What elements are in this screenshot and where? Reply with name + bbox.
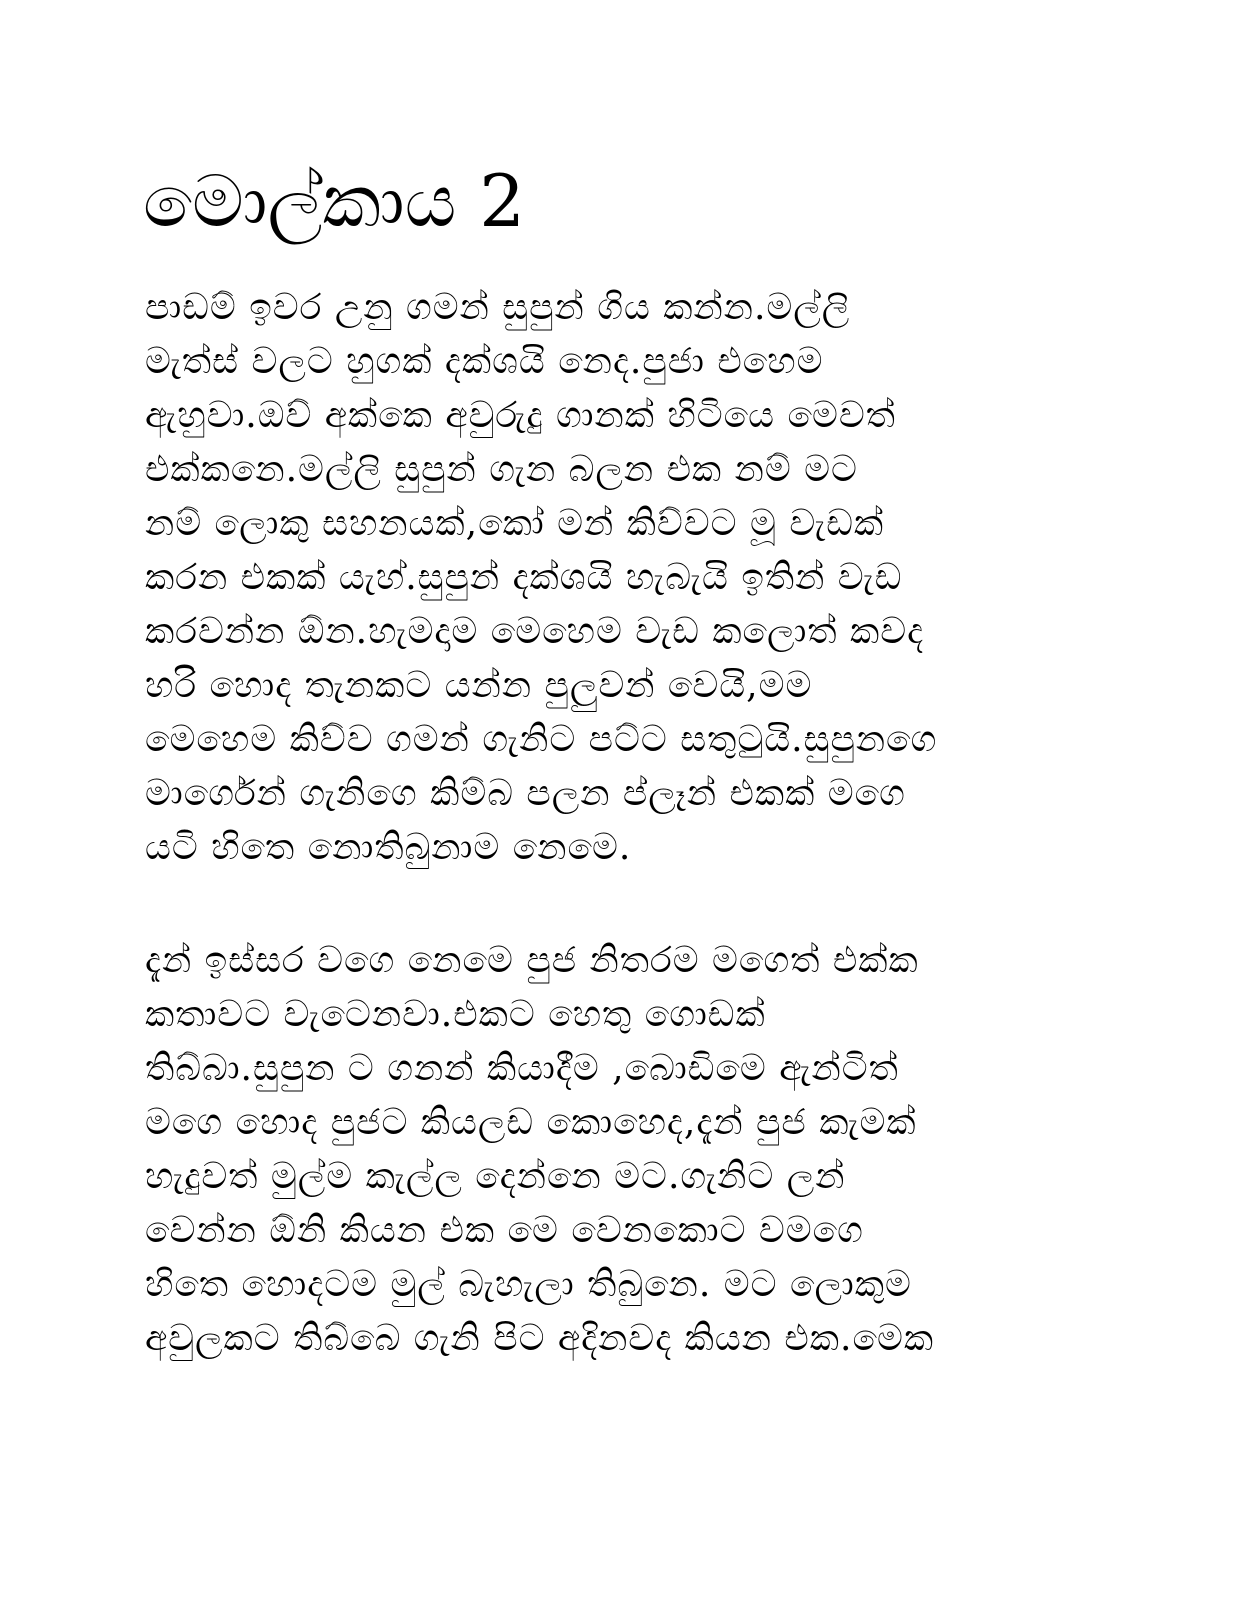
text-line: පාඩම් ඉවර උනු ගමන් සුපුන් ගිය කන්න.මල්ලි bbox=[145, 287, 851, 328]
text-line: හරි හොද තැනකට යන්න පුලුවන් වෙයි,මම bbox=[145, 665, 813, 706]
text-line: අවුලකට තිබ්බෙ ගැනි පිට අදිනවද කියන එක.මෙක bbox=[145, 1318, 935, 1359]
text-line: යටි හිතෙ නොතිබුනාම නෙමෙ. bbox=[145, 827, 632, 868]
text-line: කතාවට වැටෙනවා.එකට හෙතු ගොඩක් bbox=[145, 994, 766, 1035]
page-title: මොල්කාය 2 bbox=[143, 159, 526, 243]
paragraph-2 bbox=[145, 934, 1105, 1366]
text-line: දැන් ඉස්සර වගෙ නෙමෙ පුජ නිතරම මගෙත් එක්ක bbox=[145, 940, 919, 981]
paragraph-1 bbox=[145, 281, 1105, 875]
text-line: කරවන්න ඕන.හැමදාම මෙහෙම වැඩ කලොත් කවද bbox=[145, 611, 925, 652]
text-line: එක්කනෙ.මල්ලි සුපුන් ගැන බලන එක නම් මට bbox=[145, 449, 858, 490]
text-line: නම් ලොකු සහනයක්,කෝ මන් කිව්වට මූ වැඩක් bbox=[145, 503, 885, 544]
text-line: හිතෙ හොදටම මුල් බැහැලා තිබුනෙ. මට ලොකුම bbox=[145, 1264, 912, 1305]
text-line: වෙන්න ඕනි කියන එක මෙ වෙනකොට වමගෙ bbox=[145, 1210, 864, 1251]
text-line: මගෙ හොද පුජට කියලඩ කොහෙද,දැන් පුජ කැමක් bbox=[145, 1102, 917, 1143]
text-line: කරන එකක් යැහ්.සුපුන් දක්ශයි හැබැයි ඉතින් වැඩ bbox=[145, 557, 903, 598]
text-line: තිබ්බා.සුපුන ට ගනන් කියාදීම ,බොඩිමෙ ඇන්ටිත් bbox=[145, 1048, 899, 1089]
text-line: ඇහුවා.ඔව් අක්කෙ අවුරුදු ගානක් හිටියෙ මෙවත් bbox=[145, 395, 897, 436]
text-line: මාර්ගෙන් ගැනිගෙ කිම්බ පලන ප්ලෑන් එකක් මගෙ bbox=[145, 773, 906, 814]
text-line: හැදුවත් මුල්ම කැල්ල දෙන්නෙ මට.ගැනිට ලන් bbox=[145, 1156, 846, 1197]
text-line: මැත්ස් වලට හුගක් දක්ශයි නෙද.පුජා එහෙම bbox=[145, 341, 824, 382]
text-line: මෙහෙම කිව්ව ගමන් ගැනිට පට්ට සතුටුයි.සුපුනගෙ bbox=[145, 719, 938, 760]
